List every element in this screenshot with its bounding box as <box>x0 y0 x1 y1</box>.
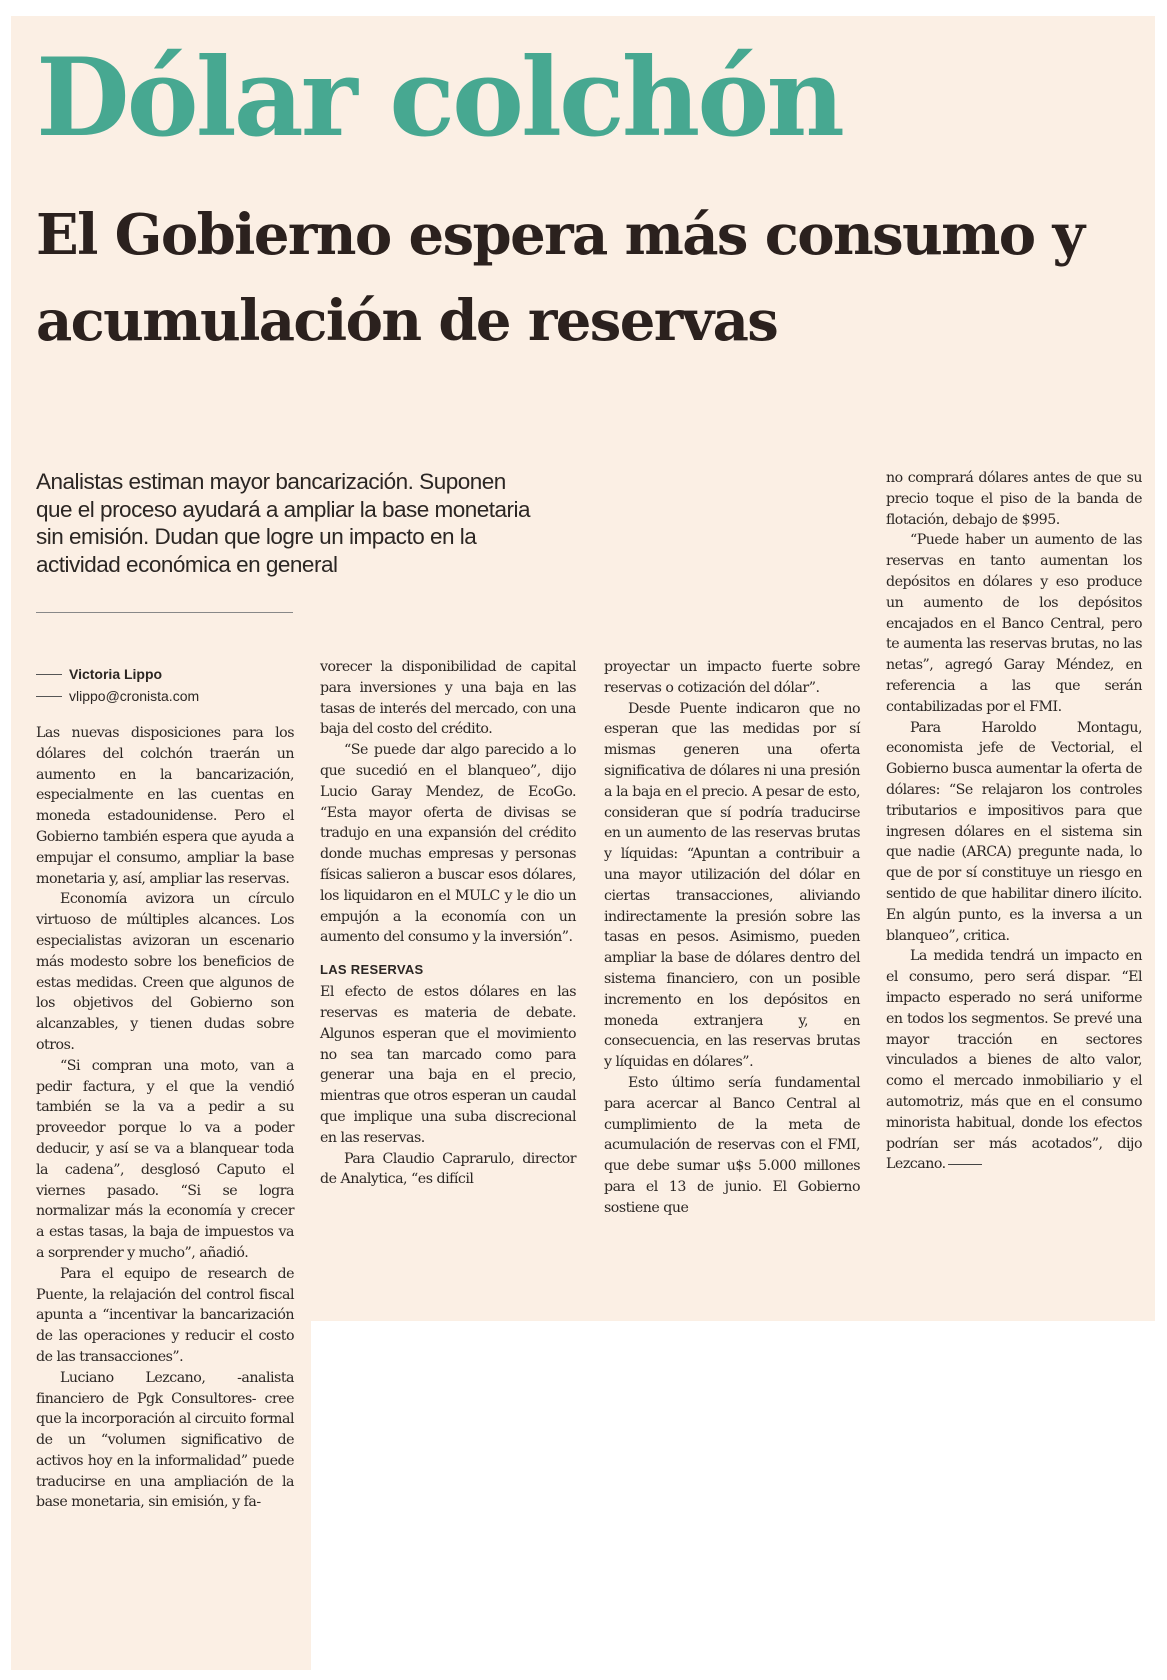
paragraph: “Puede haber un aumento de las reservas en tanto aumentan los depósitos en dólares y eso produce un aumento de los depósitos encajados en el Banco Central, pero te aumenta las reservas brutas, no las netas”, agregó Garay Méndez, en referencia a las que serán contabilizadas por el FMI. <box>886 532 1142 715</box>
byline-dash <box>36 696 62 697</box>
author-email[interactable]: vlippo@cronista.com <box>69 688 200 704</box>
paragraph: proyectar un impacto fuerte sobre reservas o cotización del dólar”. <box>604 659 860 696</box>
standfirst: Analistas estiman mayor bancarización. Suponen que el proceso ayudará a ampliar la base monetaria sin emisión. Dudan que logre un impacto en la actividad económica en general <box>36 469 531 577</box>
paragraph: Desde Puente indicaron que no esperan que las medidas por sí mismas generen una oferta significativa de dólares ni una presión a la baja en el precio. A pesar de esto, consideran que sí podría traducirse en un aumento de las reservas brutas y líquidas: “Apuntan a contribuir a una mayor utilización del dólar en ciertas transacciones, aliviando indirectamente la presión sobre las tasas en pesos. Asimismo, pueden ampliar la base de dólares dentro del sistema financiero, con un posible incremento en los depósitos en moneda extranjera y, en consecuencia, en las reservas brutas y líquidas en dólares”. <box>604 700 860 1071</box>
body-column-2 <box>320 657 576 1190</box>
paragraph: Para Haroldo Montagu, economista jefe de Vectorial, el Gobierno busca aumentar la oferta de dólares: “Se relajaron los controles tributarios e impositivos para que ingresen dólares en el sistema sin que nadie (ARCA) pregunte nada, lo que de por sí constituye un riesgo en sentido de que habilitar dinero ilícito. En algún punto, es la inversa a un blanqueo”, critica. <box>886 719 1142 944</box>
paragraph-last <box>886 946 1142 1175</box>
divider-rule <box>36 612 293 613</box>
paragraph: Economía avizora un círculo virtuoso de múltiples alcances. Los especialistas avizoran un escenario más modesto sobre los beneficios de estas medidas. Creen que algunos de los objetivos del Gobierno son alcanzables, y tienen dudas sobre otros. <box>36 891 294 1053</box>
paragraph: “Se puede dar algo parecido a lo que sucedió en el blanqueo”, dijo Lucio Garay Mendez, de EcoGo. “Esta mayor oferta de divisas se tradujo en una expansión del crédito donde muchas empresas y personas físicas salieron a buscar esos dólares, los liquidaron en el MULC y le dio un empujón a la economía con un aumento del consumo y la inversión”. <box>320 742 576 946</box>
byline <box>36 663 199 707</box>
body-column-3 <box>604 657 860 1219</box>
paragraph: Esto último sería fundamental para acercar al Banco Central al cumplimiento de la meta de acumulación de reservas con el FMI, que debe sumar u$s 5.000 millones para el 13 de junio. El Gobierno sostiene que <box>604 1074 860 1216</box>
paragraph: Las nuevas disposiciones para los dólares del colchón traerán un aumento en la bancarización, especialmente en las cuentas en moneda estadounidense. Pero el Gobierno también espera que ayuda a empujar el consumo, ampliar la base monetaria y, así, ampliar las reservas. <box>36 725 294 887</box>
paragraph: El efecto de estos dólares en las reservas es materia de debate. Algunos esperan que el movimiento no sea tan marcado como para generar una baja en el precio, mientras que otros esperan un caudal que implique una suba discrecional en las reservas. <box>320 984 576 1146</box>
paragraph: Para el equipo de research de Puente, la relajación del control fiscal apunta a “incentivar la bancarización de las operaciones y reducir el costo de las transacciones”. <box>36 1265 294 1365</box>
headline: El Gobierno espera más consumo y acumulación de reservas <box>36 202 1084 354</box>
paragraph: Luciano Lezcano, -analista financiero de Pgk Consultores- cree que la incorporación al circuito formal de un “volumen significativo de activos hoy en la informalidad” puede traducirse en una ampliación de la base monetaria, sin emisión, y fa- <box>36 1369 294 1511</box>
body-column-1 <box>36 723 294 1513</box>
section-kicker: Dólar colchón <box>36 35 842 161</box>
paragraph: “Si compran una moto, van a pedir factura, y el que la vendió también se la va a pedir a su proveedor porque lo va a poder deducir, y así se va a blanquear toda la cadena”, desglosó Caputo el viernes pasado. “Si se logra normalizar más la economía y crecer a estas tasas, la baja de impuestos va a sorprender y mucho”, añadió. <box>36 1057 294 1261</box>
paragraph: no comprará dólares antes de que su precio toque el piso de la banda de flotación, debajo de $995. <box>886 470 1142 528</box>
author-name: Victoria Lippo <box>69 666 163 682</box>
byline-dash <box>36 674 62 675</box>
end-mark <box>948 1164 982 1165</box>
subheading: LAS RESERVAS <box>320 962 424 978</box>
body-column-4 <box>886 468 1142 1175</box>
paragraph-text: La medida tendrá un impacto en el consumo, pero será dispar. “El impacto esperado no será uniforme en todos los segmentos. Se prevé una mayor tracción en sectores vinculados a bienes de alto valor, como el mercado inmobiliario y el automotriz, más que en el consumo minorista habitual, donde los efectos podrían ser más acotados”, dijo Lezcano. <box>886 948 1142 1173</box>
paragraph: Para Claudio Caprarulo, director de Analytica, “es difícil <box>320 1150 576 1188</box>
paragraph: vorecer la disponibilidad de capital para inversiones y una baja en las tasas de interés del mercado, con una baja del costo del crédito. <box>320 659 576 738</box>
